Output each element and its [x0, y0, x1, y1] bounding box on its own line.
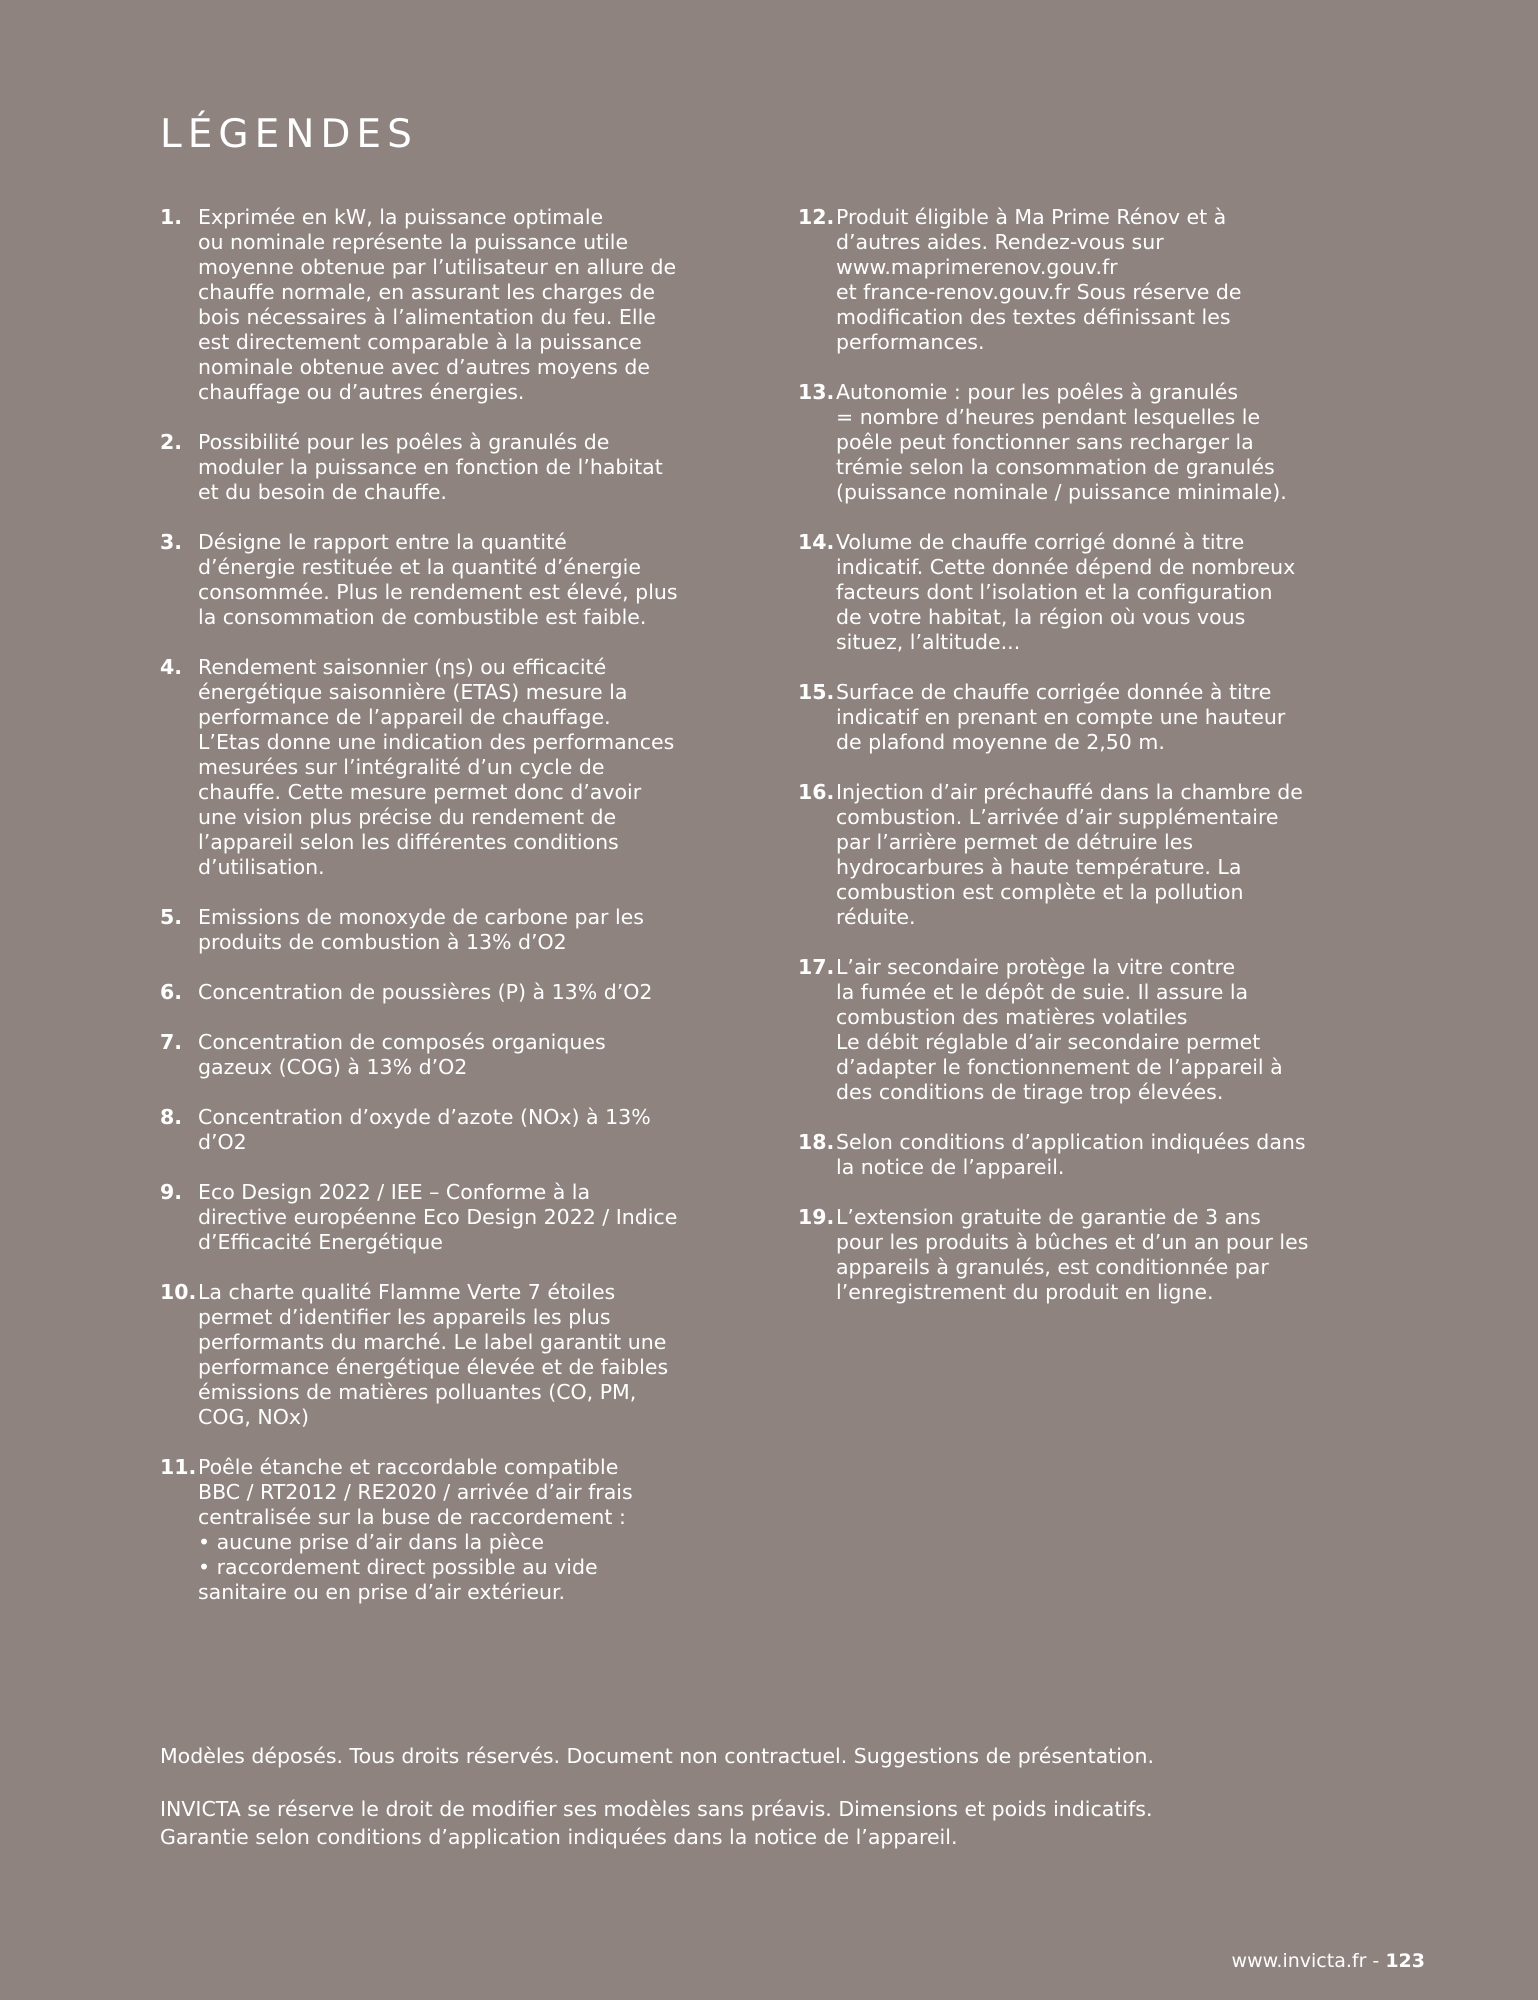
legend-text: Injection d’air préchauffé dans la chambre de combustion. L’arrivée d’air supplémentaire par l’arrière permet de détruire les hydrocarbures à haute température. La combustion est complète et la pollution réduite.: [836, 780, 1303, 929]
legend-list-left: [160, 205, 740, 1605]
legend-item: [160, 655, 740, 880]
legend-text: La charte qualité Flamme Verte 7 étoiles permet d’identifier les appareils les plus performants du marché. Le label garantit une performance énergétique élevée et de faibles émissions de matières polluantes (CO, PM, COG, NOx): [198, 1280, 669, 1429]
legend-item: [160, 430, 740, 505]
legend-number: 3.: [160, 530, 183, 554]
legend-item: [160, 1280, 740, 1430]
legend-item: [160, 905, 740, 955]
legend-number: 14.: [798, 530, 835, 554]
legend-text: L’extension gratuite de garantie de 3 ans pour les produits à bûches et d’un an pour les appareils à granulés, est conditionnée par l’enregistrement du produit en ligne.: [836, 1205, 1309, 1304]
legend-number: 8.: [160, 1105, 183, 1129]
legend-text: Concentration d’oxyde d’azote (NOx) à 13% d’O2: [198, 1105, 651, 1154]
legend-number: 5.: [160, 905, 183, 929]
legend-number: 9.: [160, 1180, 183, 1204]
legend-text: Volume de chauffe corrigé donné à titre indicatif. Cette donnée dépend de nombreux facteurs dont l’isolation et la configuration de votre habitat, la région où vous vous situez, l’altitude...: [836, 530, 1296, 654]
legend-number: 19.: [798, 1205, 835, 1229]
legend-number: 15.: [798, 680, 835, 704]
legend-number: 18.: [798, 1130, 835, 1154]
website-link[interactable]: www.invicta.fr: [1231, 1950, 1367, 1972]
legend-number: 2.: [160, 430, 183, 454]
legend-text: L’air secondaire protège la vitre contre la fumée et le dépôt de suie. Il assure la combustion des matières volatiles Le débit réglable d’air secondaire permet d’adapter le fonctionnement de l’appareil à des conditions de tirage trop élevées.: [836, 955, 1283, 1104]
legend-item: [160, 1180, 740, 1255]
page-number: 123: [1385, 1950, 1425, 1972]
legend-item: [798, 680, 1388, 755]
legend-item: [798, 1130, 1388, 1180]
legend-number: 16.: [798, 780, 835, 804]
page-footer: [1232, 1950, 1425, 1972]
legend-number: 6.: [160, 980, 183, 1004]
legend-number: 10.: [160, 1280, 197, 1304]
legend-item: [798, 780, 1388, 930]
legend-item: [798, 955, 1388, 1105]
legend-number: 11.: [160, 1455, 197, 1479]
legend-text: Concentration de poussières (P) à 13% d’O2: [198, 980, 653, 1004]
legend-number: 12.: [798, 205, 835, 229]
footer-legal-notice: Modèles déposés. Tous droits réservés. Document non contractuel. Suggestions de présentation.: [160, 1744, 1154, 1768]
legend-text: Possibilité pour les poêles à granulés de moduler la puissance en fonction de l’habitat et du besoin de chauffe.: [198, 430, 663, 504]
footer-disclaimer: INVICTA se réserve le droit de modifier ses modèles sans préavis. Dimensions et poids indicatifs. Garantie selon conditions d’application indiquées dans la notice de l’appareil.: [160, 1797, 1153, 1849]
legend-text: Exprimée en kW, la puissance optimale ou nominale représente la puissance utile moyenne obtenue par l’utilisateur en allure de chauffe normale, en assurant les charges de bois nécessaires à l’alimentation du feu. Elle est directement comparable à la puissance nominale obtenue avec d’autres moyens de chauffage ou d’autres énergies.: [198, 205, 677, 404]
legend-item: [798, 1205, 1388, 1305]
legend-item: [160, 1455, 740, 1605]
legend-text: Produit éligible à Ma Prime Rénov et à d’autres aides. Rendez-vous sur www.maprimerenov.gouv.fr et france-renov.gouv.fr Sous réserve de modification des textes définissant les performances.: [836, 205, 1242, 354]
legend-item: [160, 1105, 740, 1155]
legend-number: 13.: [798, 380, 835, 404]
legend-item: [160, 205, 740, 405]
legend-list-right: [798, 205, 1388, 1305]
legend-number: 4.: [160, 655, 183, 679]
page-title: LÉGENDES: [160, 112, 418, 157]
legend-text: Selon conditions d’application indiquées dans la notice de l’appareil.: [836, 1130, 1306, 1179]
legend-item: [160, 980, 740, 1005]
legend-text: Eco Design 2022 / IEE – Conforme à la directive européenne Eco Design 2022 / Indice d’Efficacité Energétique: [198, 1180, 678, 1254]
legend-number: 7.: [160, 1030, 183, 1054]
legend-item: [160, 1030, 740, 1080]
legend-text: Rendement saisonnier (ηs) ou efficacité énergétique saisonnière (ETAS) mesure la performance de l’appareil de chauffage. L’Etas donne une indication des performances mesurées sur l’intégralité d’un cycle de chauffe. Cette mesure permet donc d’avoir une vision plus précise du rendement de l’appareil selon les différentes conditions d’utilisation.: [198, 655, 675, 879]
legend-text: Désigne le rapport entre la quantité d’énergie restituée et la quantité d’énergie consommée. Plus le rendement est élevé, plus la consommation de combustible est faible.: [198, 530, 678, 629]
legend-number: 17.: [798, 955, 835, 979]
legend-column-right: [798, 205, 1388, 1330]
legend-text: Autonomie : pour les poêles à granulés = nombre d’heures pendant lesquelles le poêle peut fonctionner sans recharger la trémie selon la consommation de granulés (puissance nominale / puissance minimale).: [836, 380, 1287, 504]
legend-text: Concentration de composés organiques gazeux (COG) à 13% d’O2: [198, 1030, 606, 1079]
legend-item: [798, 380, 1388, 505]
legend-item: [798, 205, 1388, 355]
legend-item: [160, 530, 740, 630]
legend-number: 1.: [160, 205, 183, 229]
legend-text: Emissions de monoxyde de carbone par les produits de combustion à 13% d’O2: [198, 905, 644, 954]
legend-item: [798, 530, 1388, 655]
legend-text: Poêle étanche et raccordable compatible BBC / RT2012 / RE2020 / arrivée d’air frais centralisée sur la buse de raccordement : • aucune prise d’air dans la pièce • raccordement direct possible au vide sanitaire ou en prise d’air extérieur.: [198, 1455, 633, 1604]
legend-column-left: [160, 205, 740, 1630]
footer-separator: -: [1366, 1950, 1386, 1972]
legend-text: Surface de chauffe corrigée donnée à titre indicatif en prenant en compte une hauteur de plafond moyenne de 2,50 m.: [836, 680, 1286, 754]
